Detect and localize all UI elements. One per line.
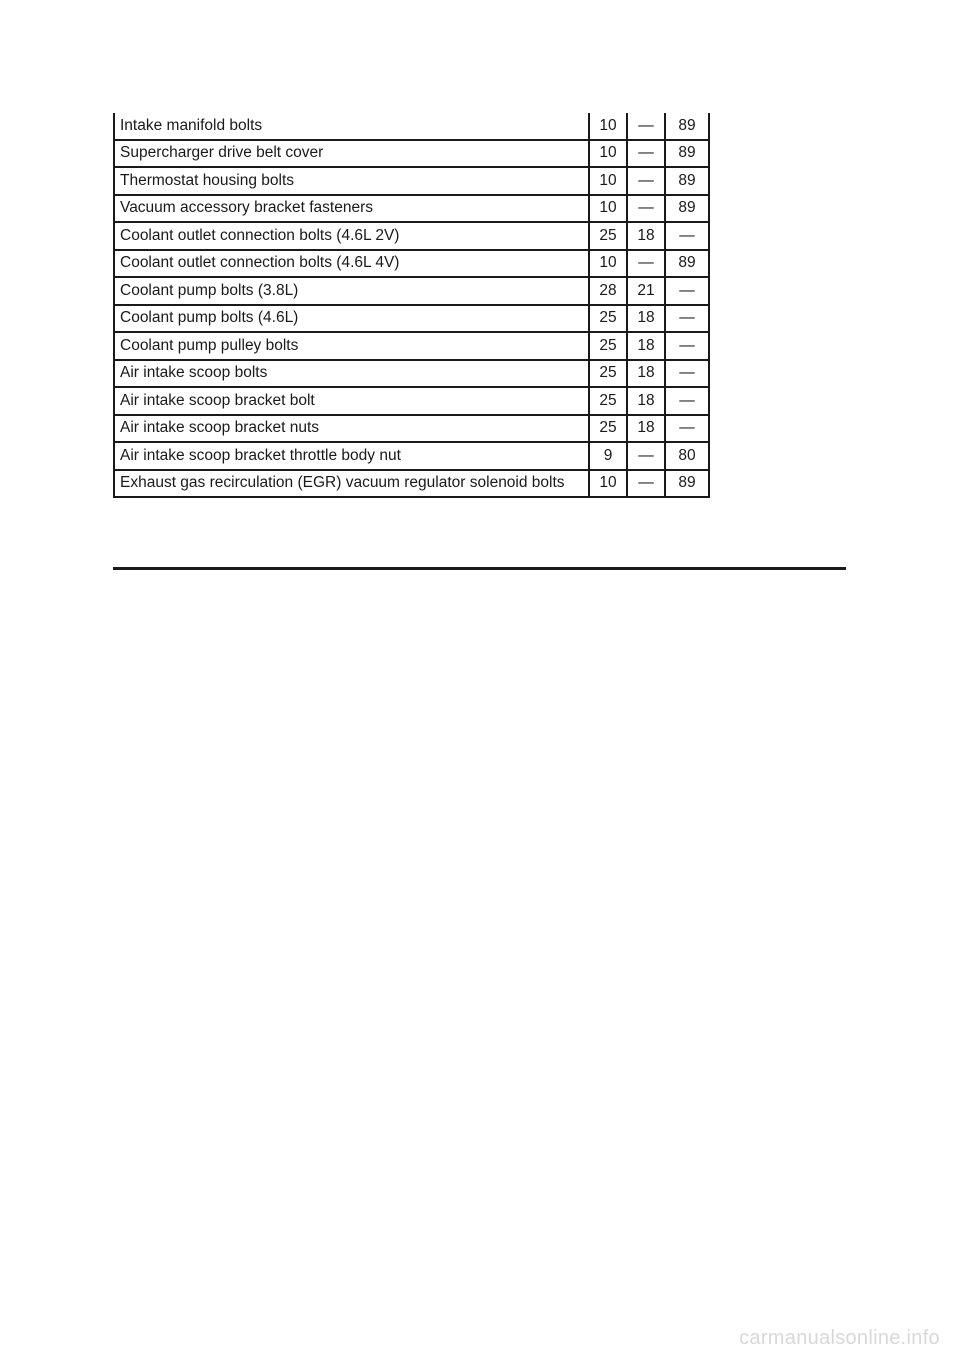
fastener-description: Air intake scoop bracket throttle body nut [114,442,589,470]
torque-nm: 25 [589,222,627,250]
torque-lbin: 80 [665,442,709,470]
table-row [114,470,709,498]
torque-lbin: — [665,277,709,305]
torque-nm: 25 [589,360,627,388]
table-row [114,387,709,415]
torque-lbft: — [627,113,665,140]
fastener-description: Exhaust gas recirculation (EGR) vacuum regulator solenoid bolts [114,470,589,498]
torque-nm: 10 [589,140,627,168]
torque-lbft: — [627,470,665,498]
table-row [114,415,709,443]
table-row [114,332,709,360]
torque-lbft: — [627,167,665,195]
fastener-description: Coolant outlet connection bolts (4.6L 2V) [114,222,589,250]
torque-lbft: 18 [627,222,665,250]
torque-nm: 10 [589,195,627,223]
torque-spec-table [113,113,710,498]
torque-lbin: — [665,360,709,388]
torque-lbft: — [627,442,665,470]
torque-nm: 28 [589,277,627,305]
table-row [114,167,709,195]
torque-nm: 10 [589,113,627,140]
torque-nm: 25 [589,415,627,443]
fastener-description: Air intake scoop bracket nuts [114,415,589,443]
table-row [114,360,709,388]
torque-nm: 25 [589,332,627,360]
torque-lbin: 89 [665,113,709,140]
torque-lbin: — [665,332,709,360]
torque-lbft: 18 [627,415,665,443]
torque-lbft: 18 [627,332,665,360]
torque-lbft: 18 [627,305,665,333]
site-watermark: carmanualsonline.info [739,1327,940,1349]
table-row [114,195,709,223]
section-divider-rule [113,567,846,570]
torque-lbin: 89 [665,470,709,498]
table-row [114,222,709,250]
table-row [114,140,709,168]
fastener-description: Supercharger drive belt cover [114,140,589,168]
torque-nm: 10 [589,250,627,278]
torque-nm: 10 [589,470,627,498]
torque-lbin: 89 [665,250,709,278]
table-row [114,250,709,278]
torque-lbft: 18 [627,360,665,388]
torque-lbin: — [665,415,709,443]
fastener-description: Coolant outlet connection bolts (4.6L 4V) [114,250,589,278]
fastener-description: Coolant pump bolts (3.8L) [114,277,589,305]
torque-lbin: — [665,305,709,333]
torque-lbft: — [627,140,665,168]
torque-lbin: 89 [665,140,709,168]
table-row [114,277,709,305]
torque-nm: 9 [589,442,627,470]
torque-lbft: — [627,250,665,278]
fastener-description: Air intake scoop bracket bolt [114,387,589,415]
table-row [114,305,709,333]
torque-lbft: — [627,195,665,223]
torque-nm: 10 [589,167,627,195]
fastener-description: Air intake scoop bolts [114,360,589,388]
fastener-description: Coolant pump pulley bolts [114,332,589,360]
fastener-description: Coolant pump bolts (4.6L) [114,305,589,333]
torque-lbin: 89 [665,195,709,223]
torque-lbft: 18 [627,387,665,415]
torque-lbin: 89 [665,167,709,195]
torque-lbin: — [665,387,709,415]
torque-lbin: — [665,222,709,250]
table-row [114,113,709,140]
torque-nm: 25 [589,305,627,333]
fastener-description: Thermostat housing bolts [114,167,589,195]
torque-lbft: 21 [627,277,665,305]
fastener-description: Vacuum accessory bracket fasteners [114,195,589,223]
table-row [114,442,709,470]
fastener-description: Intake manifold bolts [114,113,589,140]
torque-nm: 25 [589,387,627,415]
